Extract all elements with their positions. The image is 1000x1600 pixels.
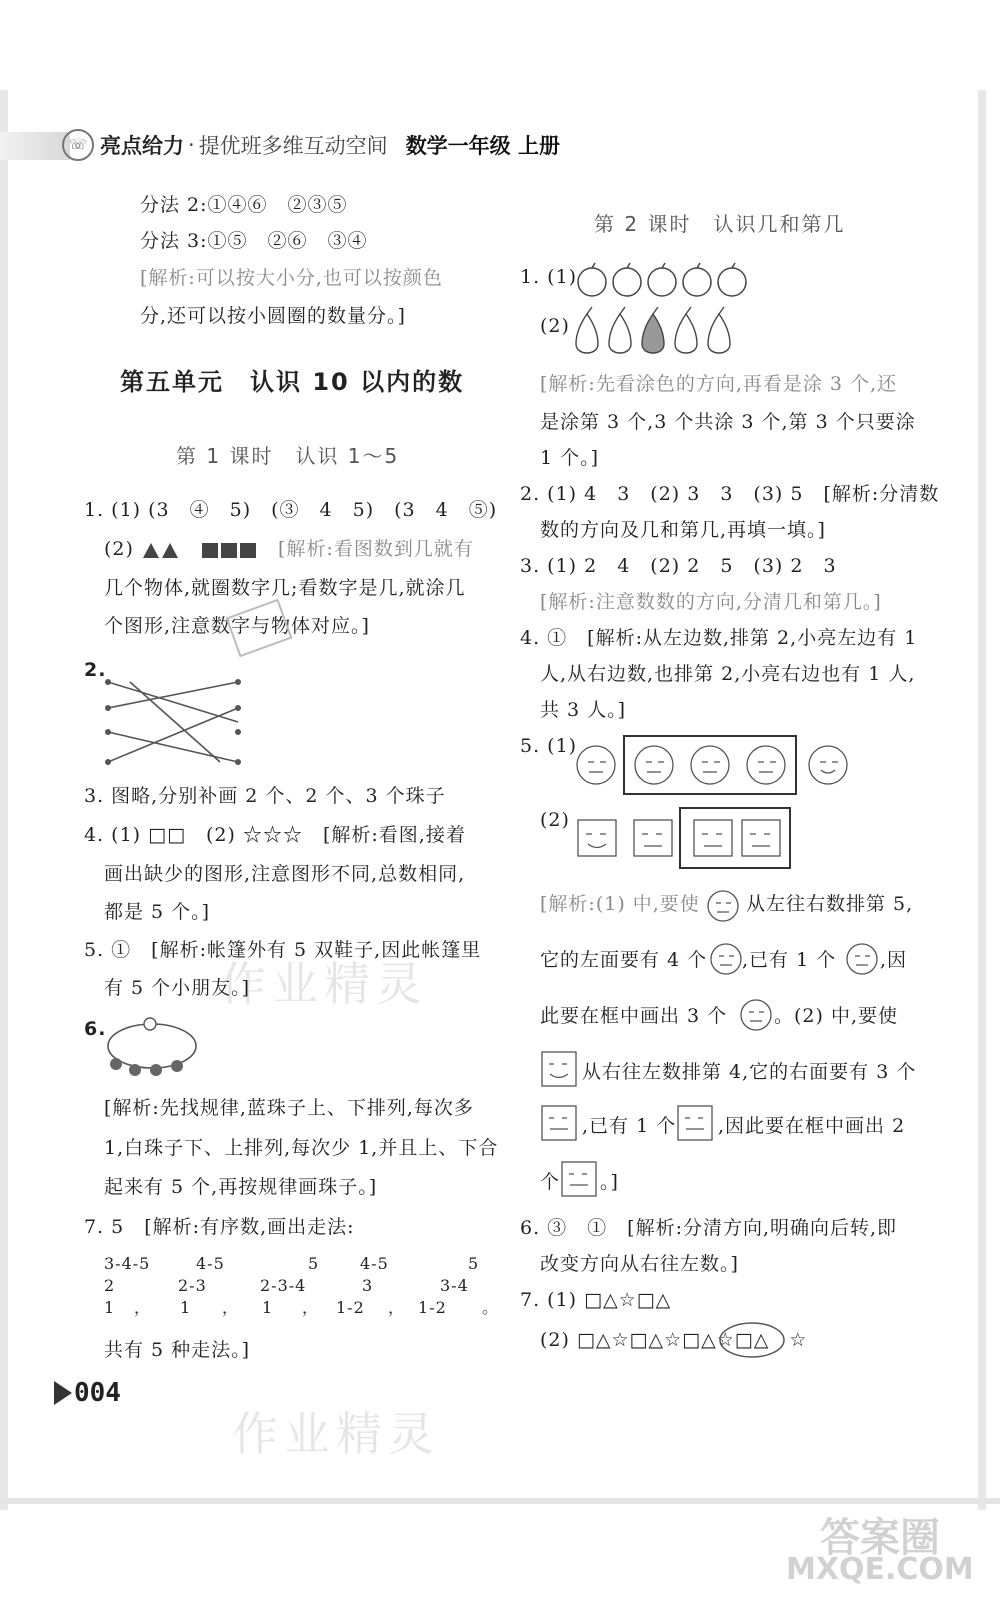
r-question-5-analysis: ,因 xyxy=(880,949,908,971)
blue-bead-icon xyxy=(150,1064,162,1076)
pear-icon xyxy=(609,314,631,353)
r-question-5-analysis: 。] xyxy=(600,1171,619,1193)
header-dot: · xyxy=(188,133,195,157)
square-face-icon xyxy=(676,1104,716,1142)
bead-ring-figure xyxy=(102,1012,212,1082)
path-bot: 1 xyxy=(262,1298,274,1317)
face-row-figure xyxy=(574,734,854,796)
path-top: 3-4-5 xyxy=(104,1254,151,1273)
path-sep: ， xyxy=(302,1298,320,1317)
stamp-icon xyxy=(226,600,296,660)
face-icon xyxy=(844,942,880,976)
header-brand: 亮点给力 xyxy=(100,134,184,158)
path-mid: 2-3-4 xyxy=(260,1276,307,1295)
analysis-line: 分,还可以按小圆圈的数量分。] xyxy=(140,305,406,327)
r-question-7-line: 7. (1) □△☆□△ xyxy=(520,1289,672,1311)
pear-icon xyxy=(642,314,664,353)
page-edge-bottom xyxy=(0,1498,1000,1504)
r-question-3-line: 3. (1) 2 4 (2) 2 5 (3) 2 3 xyxy=(520,555,837,577)
r-question-5-analysis: 从右往左数排第 4,它的右面要有 3 个 xyxy=(582,1061,917,1083)
path-bot: 1-2 xyxy=(336,1298,365,1317)
lesson-1-title: 第 1 课时 认识 1～5 xyxy=(176,444,400,468)
path-top: 5 xyxy=(468,1254,480,1273)
r-question-1-part-2: (2) xyxy=(540,315,570,337)
r-question-3-line: [解析:注意数数的方向,分清几和第几。] xyxy=(540,591,882,613)
watermark: 作业精灵 xyxy=(220,957,428,1011)
r-question-5-part-2: (2) xyxy=(540,809,570,831)
path-top: 4-5 xyxy=(360,1254,389,1273)
apple-icon xyxy=(683,268,711,296)
pear-icon xyxy=(708,314,730,353)
play-triangle-icon xyxy=(54,1381,72,1405)
shaded-shapes-figure xyxy=(140,540,265,560)
path-bot: 1-2 xyxy=(418,1298,447,1317)
square-face-row-figure xyxy=(576,806,796,870)
pear-icon xyxy=(675,314,697,353)
analysis-line: [解析:可以按大小分,也可以按颜色 xyxy=(140,267,443,289)
path-bot: 1 xyxy=(180,1298,192,1317)
triangle-icon xyxy=(162,543,178,558)
r-analysis-line: 1 个。] xyxy=(540,447,600,469)
path-diagram xyxy=(104,1252,504,1332)
r-question-5-analysis: ,已有 1 个 xyxy=(582,1115,677,1137)
blue-bead-icon xyxy=(171,1060,183,1072)
smile-face-icon xyxy=(809,746,847,784)
r-analysis-line: [解析:先看涂色的方向,再看是涂 3 个,还 xyxy=(540,373,898,395)
method-3: 分法 3:①⑤ ②⑥ ③④ xyxy=(140,230,368,252)
r-question-7-line: (2) □△☆□△☆□△☆□△ ☆ xyxy=(540,1329,808,1351)
question-6-label: 6. xyxy=(84,1018,107,1040)
square-icon xyxy=(221,543,237,558)
apple-icon xyxy=(718,268,746,296)
square-face-icon xyxy=(694,820,732,856)
r-question-6-line: 6. ③ ① [解析:分清方向,明确向后转,即 xyxy=(520,1217,898,1239)
question-4-line: 都是 5 个。] xyxy=(104,901,211,923)
square-face-icon xyxy=(560,1160,600,1198)
path-end: 。 xyxy=(482,1298,500,1317)
smile-square-face-icon xyxy=(540,1050,580,1088)
path-top: 5 xyxy=(308,1254,320,1273)
question-6-analysis: 1,白珠子下、上排列,每次少 1,并且上、下合 xyxy=(104,1137,499,1159)
header-band xyxy=(0,132,70,160)
r-question-6-line: 改变方向从右往左数。] xyxy=(540,1253,739,1275)
question-6-analysis: [解析:先找规律,蓝珠子上、下排列,每次多 xyxy=(104,1097,474,1119)
watermark: 答案圈 xyxy=(820,1515,940,1561)
page-edge-left xyxy=(0,90,8,1510)
r-question-5-analysis: 从左往右数排第 5, xyxy=(746,893,914,915)
r-question-1-part-1: 1. (1) xyxy=(520,266,578,288)
page-number-text: 004 xyxy=(74,1378,121,1408)
face-icon xyxy=(691,746,729,784)
page-header xyxy=(62,128,560,162)
path-mid: 3-4 xyxy=(440,1276,469,1295)
analysis-line: 几个物体,就圈数字几;看数字是几,就涂几 xyxy=(104,577,466,599)
page-edge-right xyxy=(978,90,986,1510)
question-4-line: 4. (1) □□ (2) ☆☆☆ [解析:看图,接着 xyxy=(84,824,466,846)
square-icon xyxy=(240,543,256,558)
question-5-line: 有 5 个小朋友。] xyxy=(104,977,251,999)
path-mid: 3 xyxy=(362,1276,374,1295)
square-face-icon xyxy=(742,820,780,856)
page-number xyxy=(54,1378,121,1408)
question-3: 3. 图略,分别补画 2 个、2 个、3 个珠子 xyxy=(84,785,446,807)
path-top: 4-5 xyxy=(196,1254,225,1273)
analysis-line: 个图形,注意数字与物体对应。] xyxy=(104,615,370,637)
r-question-4-line: 4. ① [解析:从左边数,排第 2,小亮左边有 1 xyxy=(520,627,918,649)
r-question-5-analysis: 个 xyxy=(540,1171,561,1193)
question-6-analysis: 起来有 5 个,再按规律画珠子。] xyxy=(104,1176,378,1198)
path-bot: 1 xyxy=(104,1298,116,1317)
square-face-icon xyxy=(634,820,672,856)
question-1-part-1: 1. (1) (3 ④ 5) (③ 4 5) (3 4 ⑤) xyxy=(84,499,498,521)
matching-lines-figure xyxy=(100,655,250,775)
path-sep: ， xyxy=(222,1298,240,1317)
r-question-5-analysis: ,已有 1 个 xyxy=(742,949,837,971)
phone-logo-icon: ☏ xyxy=(62,129,94,161)
face-icon xyxy=(577,746,615,784)
pear-icon xyxy=(576,314,598,353)
question-1-part-2-label: (2) xyxy=(104,538,134,560)
r-question-4-line: 共 3 人。] xyxy=(540,699,627,721)
pear-row-figure xyxy=(572,304,742,362)
unit-title: 第五单元 认识 10 以内的数 xyxy=(120,368,465,396)
r-question-5-analysis: 此要在框中画出 3 个 xyxy=(540,1005,728,1027)
face-icon xyxy=(738,998,774,1032)
blue-bead-icon xyxy=(110,1058,122,1070)
method-2: 分法 2:①④⑥ ②③⑤ xyxy=(140,194,348,216)
apple-icon xyxy=(648,268,676,296)
r-question-4-line: 人,从右边数,也排第 2,小亮右边也有 1 人, xyxy=(540,663,916,685)
blue-bead-icon xyxy=(129,1064,141,1076)
watermark: 作业精灵 xyxy=(232,1407,440,1461)
face-icon xyxy=(704,889,742,923)
path-sep: ， xyxy=(134,1298,152,1317)
square-face-icon xyxy=(578,820,616,856)
triangle-icon xyxy=(143,543,159,558)
r-question-5-part-1: 5. (1) xyxy=(520,735,578,757)
r-question-2-line: 2. (1) 4 3 (2) 3 3 (3) 5 [解析:分清数 xyxy=(520,483,940,505)
face-icon xyxy=(708,942,744,976)
question-7-line: 7. 5 [解析:有序数,画出走法: xyxy=(84,1216,355,1238)
path-mid: 2 xyxy=(104,1276,116,1295)
face-icon xyxy=(747,746,785,784)
watermark: MXQE.COM xyxy=(786,1552,974,1587)
square-icon xyxy=(202,543,218,558)
question-7-line: 共有 5 种走法。] xyxy=(104,1339,251,1361)
question-5-line: 5. ① [解析:帐篷外有 5 双鞋子,因此帐篷里 xyxy=(84,939,482,961)
path-mid: 2-3 xyxy=(178,1276,207,1295)
r-question-5-analysis: [解析:(1) 中,要使 xyxy=(540,893,700,915)
r-question-5-analysis: 它的左面要有 4 个 xyxy=(540,949,708,971)
lesson-2-title: 第 2 课时 认识几和第几 xyxy=(594,212,846,236)
r-question-5-analysis: 。(2) 中,要使 xyxy=(774,1005,898,1027)
apple-icon xyxy=(613,268,641,296)
r-question-5-analysis: ,因此要在框中画出 2 xyxy=(718,1115,906,1137)
face-icon xyxy=(635,746,673,784)
r-question-2-line: 数的方向及几和第几,再填一填。] xyxy=(540,519,826,541)
header-subtitle: 提优班多维互动空间 xyxy=(198,134,388,158)
apple-row-figure xyxy=(576,262,756,298)
r-analysis-line: 是涂第 3 个,3 个共涂 3 个,第 3 个只要涂 xyxy=(540,411,916,433)
white-bead-icon xyxy=(144,1018,156,1030)
question-4-line: 画出缺少的图形,注意图形不同,总数相同, xyxy=(104,863,466,885)
apple-icon xyxy=(578,268,606,296)
book-title: 数学一年级 上册 xyxy=(405,134,560,158)
path-sep: ， xyxy=(388,1298,406,1317)
circled-group-mark xyxy=(718,1320,786,1360)
square-face-icon xyxy=(540,1104,580,1142)
question-2-label: 2. xyxy=(84,659,107,681)
analysis-line: [解析:看图数到几就有 xyxy=(278,538,474,560)
